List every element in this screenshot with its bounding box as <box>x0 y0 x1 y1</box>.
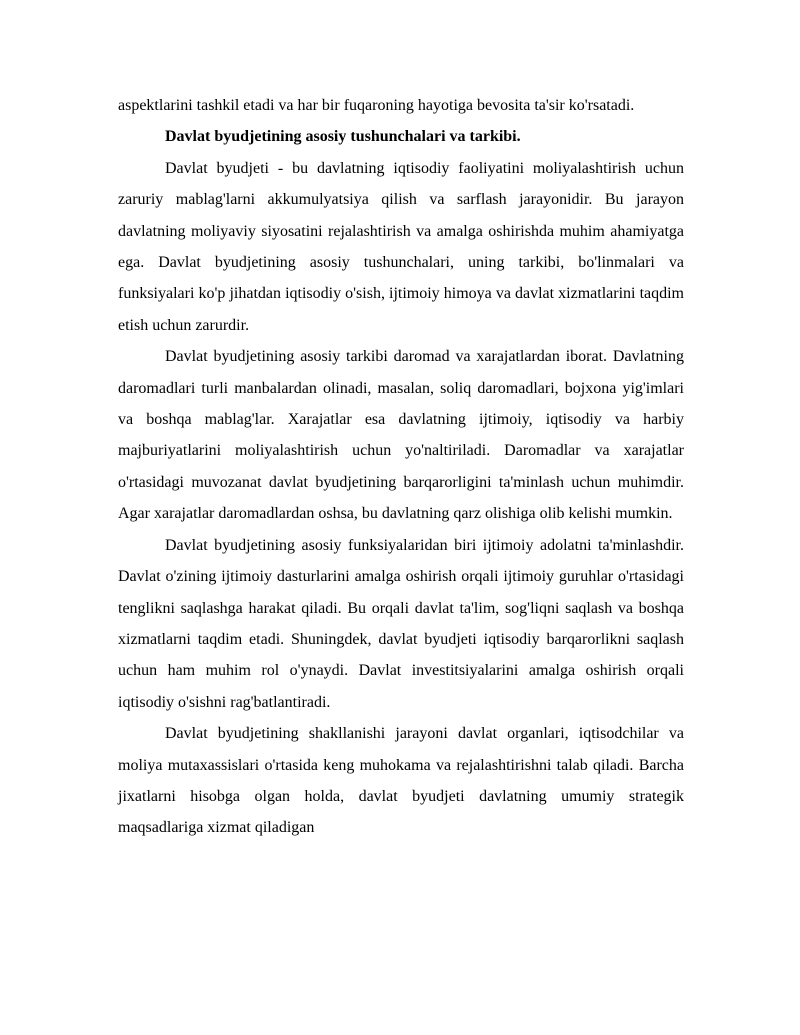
paragraph-continuation: aspektlarini tashkil etadi va har bir fuqaroning hayotiga bevosita ta'sir ko'rsatadi. <box>118 97 635 114</box>
document-page <box>118 90 684 844</box>
paragraph-budget-functions: Davlat byudjetining asosiy funksiyalaridan biri ijtimoiy adolatni ta'minlashdir. Davlat o'zining ijtimoiy dasturlarini amalga oshirish orqali ijtimoiy guruhlar o'rtasidagi tenglikni saqlashga harakat qiladi. Bu orqali davlat ta'lim, sog'liqni saqlash va boshqa xizmatlarni taqdim etadi. Shuningdek, davlat byudjeti iqtisodiy barqarorlikni saqlash uchun ham muhim rol o'ynaydi. Davlat investitsiyalarini amalga oshirish orqali iqtisodiy o'sishni rag'batlantiradi. <box>118 536 684 711</box>
paragraph-budget-definition: Davlat byudjeti - bu davlatning iqtisodiy faoliyatini moliyalashtirish uchun zaruriy mablag'larni akkumulyatsiya qilish va sarflash jarayonidir. Bu jarayon davlatning moliyaviy siyosatini rejalashtirish va amalga oshirishda muhim ahamiyatga ega. Davlat byudjetining asosiy tushunchalari, uning tarkibi, bo'linmalari va funksiyalari ko'p jihatdan iqtisodiy o'sish, ijtimoiy himoya va davlat xizmatlarini taqdim etish uchun zarurdir. <box>118 159 684 334</box>
paragraph-budget-structure: Davlat byudjetining asosiy tarkibi daromad va xarajatlardan iborat. Davlatning daromadlari turli manbalardan olinadi, masalan, soliq daromadlari, bojxona yig'imlari va boshqa mablag'lar. Xarajatlar esa davlatning ijtimoiy, iqtisodiy va harbiy majburiyatlarini moliyalashtirish uchun yo'naltiriladi. Daromadlar va xarajatlar o'rtasidagi muvozanat davlat byudjetining barqarorligini ta'minlash uchun muhimdir. Agar xarajatlar daromadlardan oshsa, bu davlatning qarz olishiga olib kelishi mumkin. <box>118 348 684 523</box>
section-heading: Davlat byudjetining asosiy tushunchalari va tarkibi. <box>165 128 521 146</box>
paragraph-budget-formation: Davlat byudjetining shakllanishi jarayoni davlat organlari, iqtisodchilar va moliya mutaxassislari o'rtasida keng muhokama va rejalashtirishni talab qiladi. Barcha jixatlarni hisobga olgan holda, davlat byudjeti davlatning umumiy strategik maqsadlariga xizmat qiladigan <box>118 725 684 837</box>
